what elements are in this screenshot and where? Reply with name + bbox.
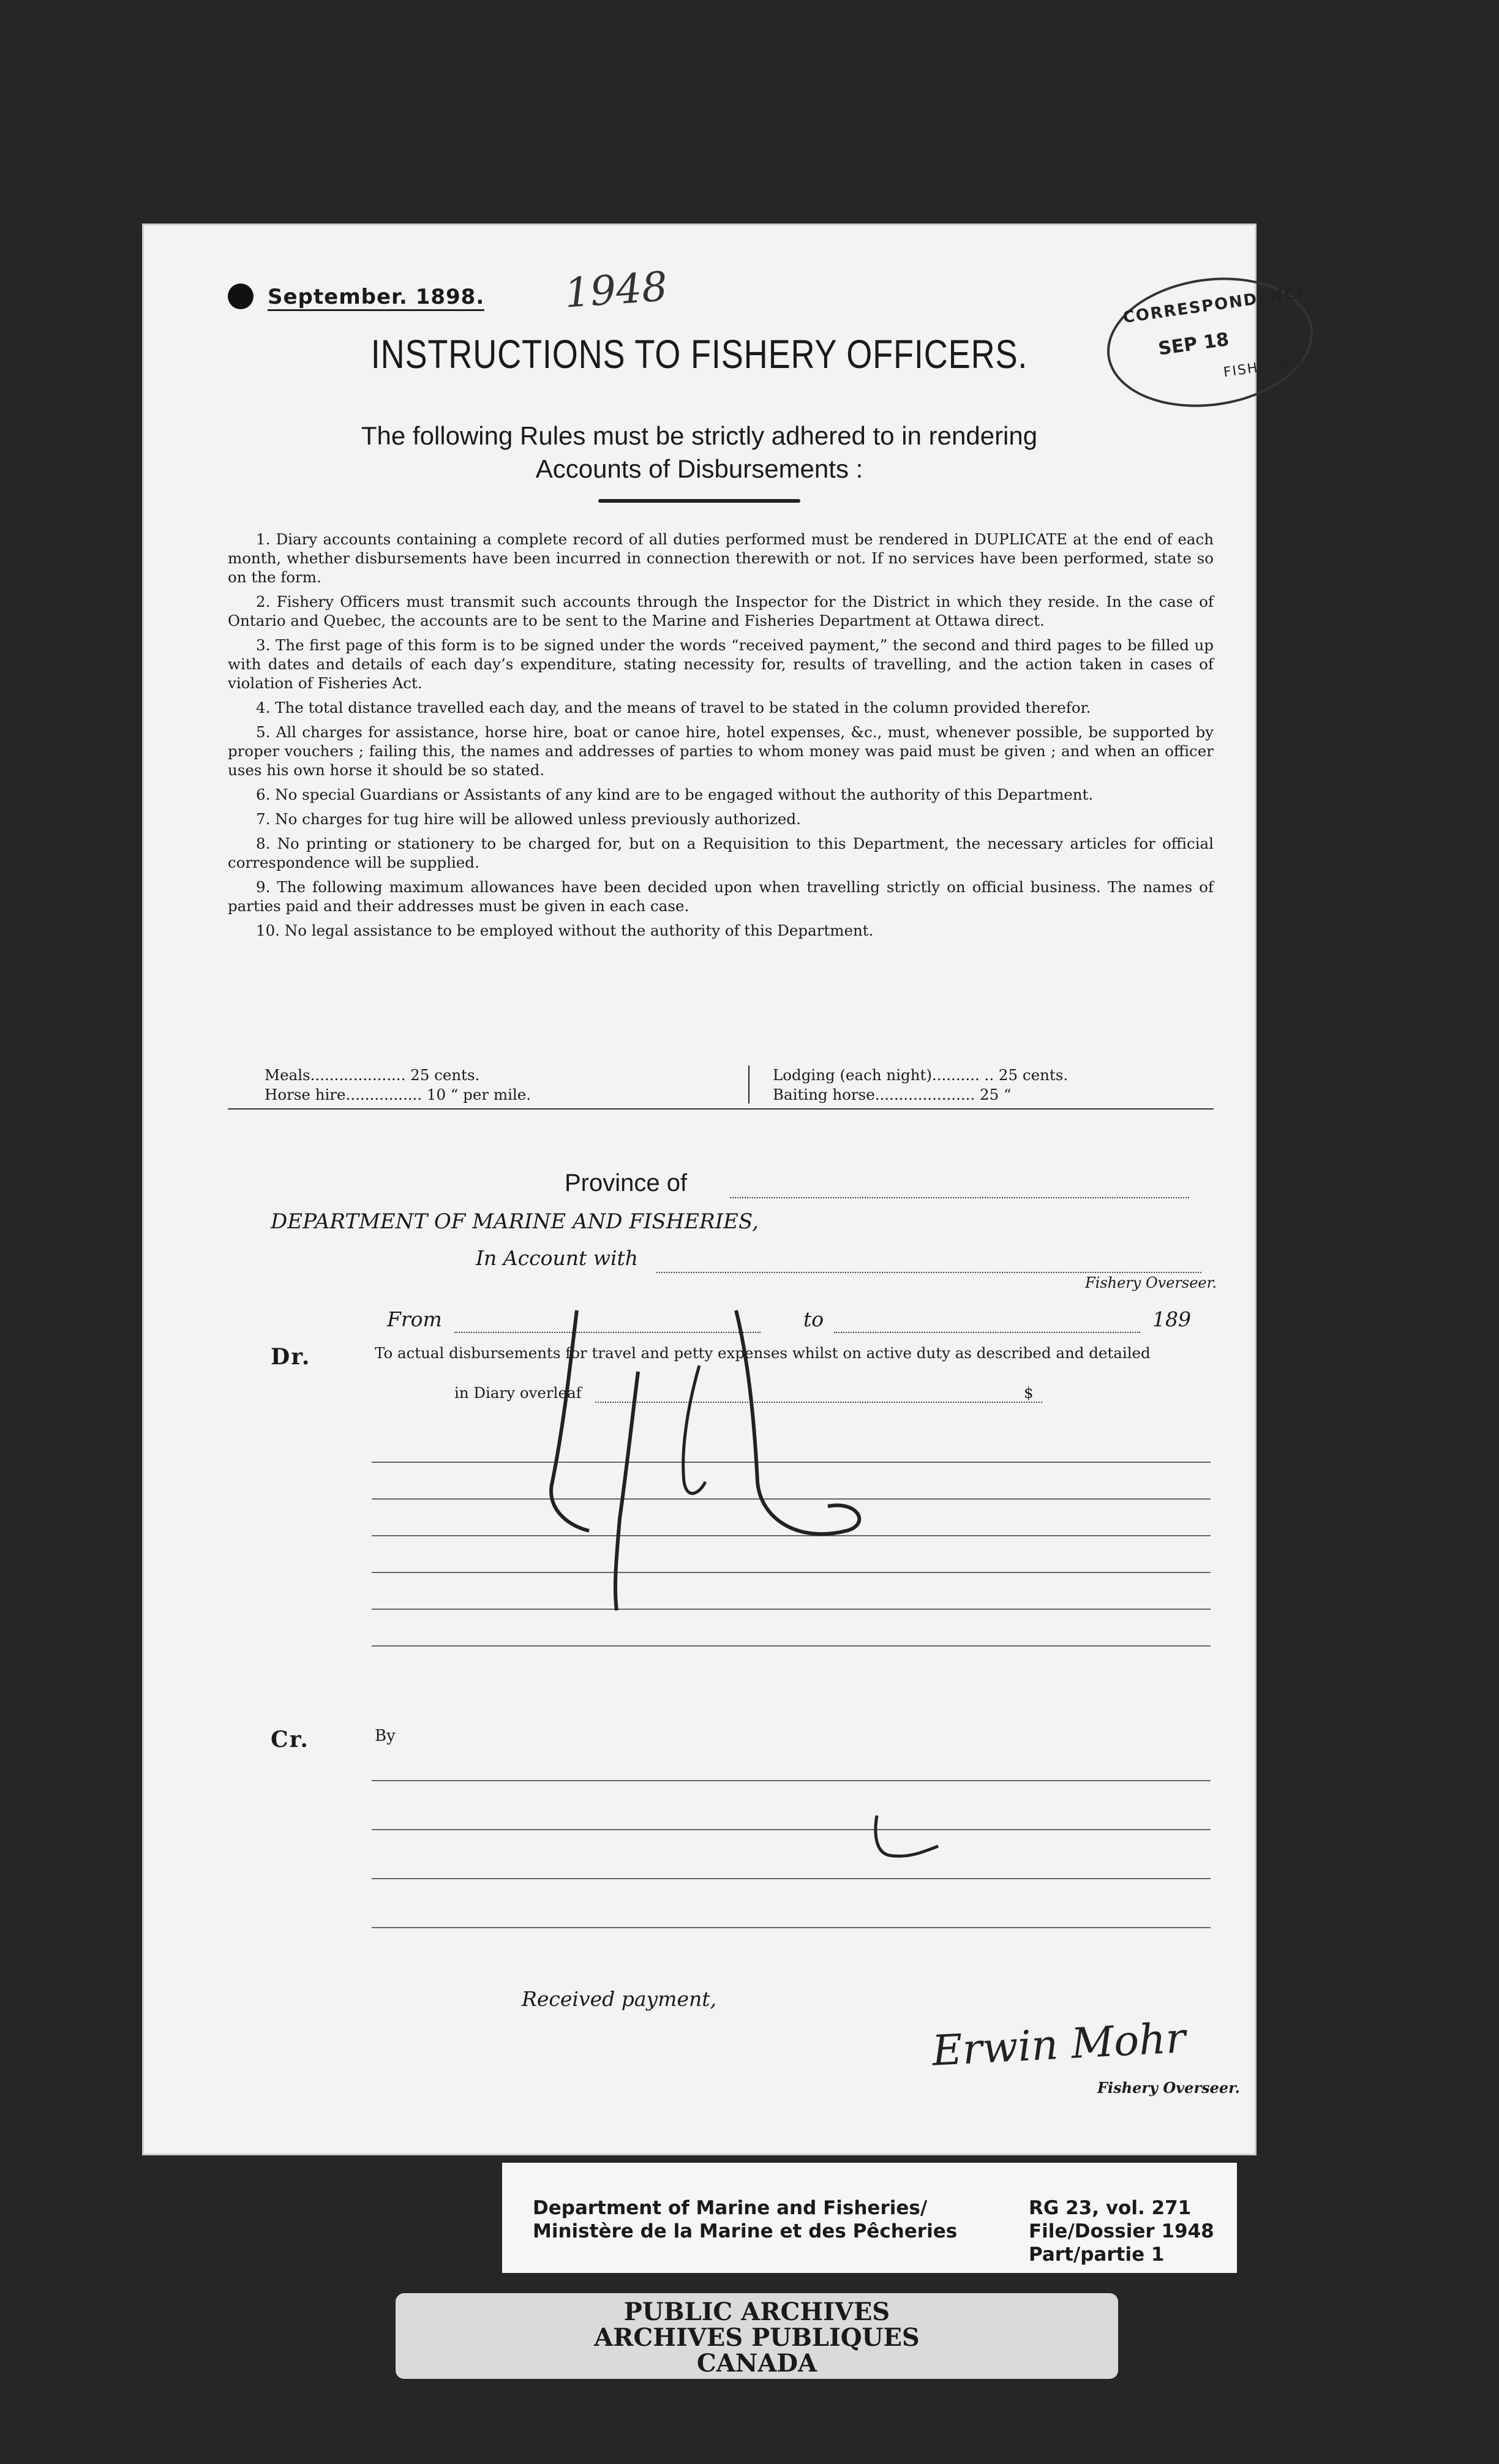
banner-line-3: CANADA — [696, 2349, 817, 2378]
public-archives-banner — [396, 2293, 1118, 2379]
caption-file-number: File/Dossier 1948 — [1029, 2220, 1214, 2242]
year-label: 189 — [1152, 1307, 1191, 1331]
rule-item: 5. All charges for assistance, horse hire, boat or canoe hire, hotel expenses, &c., must, whenever possible, be supported by proper vouchers ; failing this, the names and addresses of parties to whom money was paid must be given ; and when an officer uses his own horse it should be so stated. — [228, 723, 1214, 779]
allowance-lodging: Lodging (each night).......... .. 25 cents. — [773, 1066, 1069, 1084]
ornamental-rule — [598, 499, 800, 503]
credit-by-label: By — [375, 1727, 396, 1745]
in-account-with-label: In Account with — [476, 1246, 639, 1270]
credit-entry-line — [372, 1828, 1211, 1830]
dollar-sign: $ — [1024, 1384, 1034, 1402]
fishery-overseer-label: Fishery Overseer. — [1085, 1274, 1217, 1291]
rule-item: 9. The following maximum allowances have been decided upon when travelling strictly on official business. The names of parties paid and their addresses must be given in each case. — [228, 878, 1214, 915]
rule-item: 8. No printing or stationery to be charged for, but on a Requisition to this Department, the necessary articles for official correspondence will be supplied. — [228, 835, 1214, 871]
province-label: Province of — [565, 1170, 688, 1196]
banner-line-2: ARCHIVES PUBLIQUES — [594, 2323, 920, 2352]
allowance-baiting-horse: Baiting horse..................... 25 “ — [773, 1086, 1012, 1103]
section-divider — [228, 1108, 1214, 1110]
rule-item: 1. Diary accounts containing a complete record of all duties performed must be rendered in DUPLICATE at the end of each month, whether disbursements have been incurred in connection therewith or not. If no services have been performed, state so on the form. — [228, 530, 1214, 586]
rules-list — [228, 530, 1214, 945]
subtitle-line-2: Accounts of Disbursements : — [535, 454, 863, 483]
caption-part-number: Part/partie 1 — [1029, 2244, 1165, 2266]
debit-entry-line — [372, 1644, 1211, 1647]
stamp-line-1: CORRESPONDENCE — [1122, 282, 1310, 328]
stamp-date: SEP 18 — [1157, 328, 1231, 360]
caption-department-en: Department of Marine and Fisheries/ — [533, 2197, 928, 2219]
to-label: to — [803, 1307, 824, 1331]
handwritten-file-number: 1948 — [563, 263, 669, 317]
debit-description-line-1: To actual disbursements for travel and petty expenses whilst on active duty as described and detailed — [375, 1344, 1151, 1362]
banner-line-1: PUBLIC ARCHIVES — [623, 2297, 890, 2326]
department-heading: DEPARTMENT OF MARINE AND FISHERIES, — [271, 1209, 759, 1234]
overseer-name-field — [656, 1271, 1201, 1273]
rule-item: 4. The total distance travelled each day, and the means of travel to be stated in the column provided therefor. — [256, 699, 1091, 716]
archive-caption — [502, 2163, 1237, 2273]
credit-label: Cr. — [271, 1727, 309, 1752]
document-subtitle — [142, 419, 1257, 486]
bullet-icon — [228, 284, 254, 309]
allowance-meals: Meals.................... 25 cents. — [265, 1066, 480, 1084]
allowance-horse-hire: Horse hire................ 10 “ per mile. — [265, 1086, 532, 1103]
document-page — [142, 223, 1310, 2155]
caption-department-fr: Ministère de la Marine et des Pêcheries — [533, 2220, 958, 2242]
province-field — [730, 1196, 1189, 1198]
debit-description-line-2: in Diary overleaf — [454, 1384, 582, 1402]
caption-record-group: RG 23, vol. 271 — [1029, 2197, 1192, 2219]
handwritten-scribble — [479, 1298, 969, 1641]
form-date: September. 1898. — [268, 285, 484, 311]
rule-item: 3. The first page of this form is to be signed under the words “received payment,” the second and third pages to be filled up with dates and details of each day’s expenditure, stating necessity for, results of travelling, and the action taken in cases of violation of Fisheries Act. — [228, 636, 1214, 692]
overseer-signature: Erwin Mohr — [931, 2014, 1187, 2076]
allowances-divider — [748, 1065, 750, 1103]
rule-item: 2. Fishery Officers must transmit such accounts through the Inspector for the District in which they reside. In the case of Ontario and Quebec, the accounts are to be sent to the Marine and Fisheries Department at Ottawa direct. — [228, 593, 1214, 629]
credit-entry-line — [372, 1779, 1211, 1781]
subtitle-line-1: The following Rules must be strictly adhered to in rendering — [361, 421, 1038, 450]
credit-entry-line — [372, 1926, 1211, 1928]
debit-label: Dr. — [271, 1344, 311, 1370]
stamp-line-3: FISHERIES — [1222, 354, 1304, 381]
fishery-overseer-signature-label: Fishery Overseer. — [1097, 2079, 1240, 2097]
rule-item: 10. No legal assistance to be employed without the authority of this Department. — [256, 922, 874, 939]
from-label: From — [387, 1307, 442, 1331]
handwritten-mark — [865, 1809, 944, 1865]
document-title: INSTRUCTIONS TO FISHERY OFFICERS. — [370, 331, 1028, 377]
rule-item: 6. No special Guardians or Assistants of any kind are to be engaged without the authority of this Department. — [256, 786, 1094, 803]
received-payment-label: Received payment, — [522, 1987, 716, 2011]
rule-item: 7. No charges for tug hire will be allowed unless previously authorized. — [256, 810, 801, 828]
credit-entry-line — [372, 1877, 1211, 1879]
